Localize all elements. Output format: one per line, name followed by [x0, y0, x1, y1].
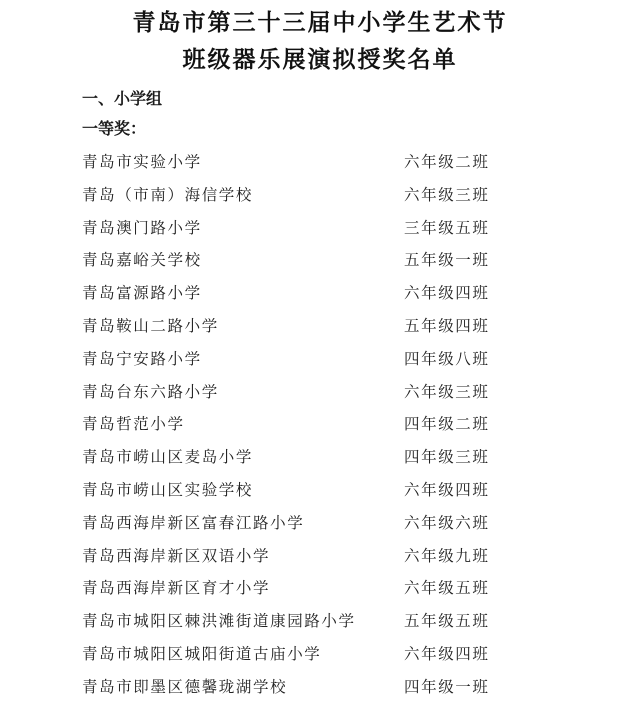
school-name: 青岛市即墨区德馨珑湖学校: [82, 677, 288, 696]
school-name: 青岛市城阳区棘洪滩街道康园路小学: [82, 612, 356, 631]
award-row: [0, 640, 640, 673]
class-name: 四年级八班: [404, 349, 490, 368]
class-name: 六年级二班: [404, 153, 490, 171]
award-row: [0, 574, 640, 607]
award-row: [0, 214, 640, 247]
prize-level-heading: 一等奖：: [82, 119, 147, 138]
school-name: 青岛宁安路小学: [82, 349, 202, 368]
school-name: 青岛市崂山区麦岛小学: [82, 448, 254, 467]
school-name: 青岛鞍山二路小学: [82, 316, 219, 335]
award-row: [0, 181, 640, 214]
school-name: 青岛（市南）海信学校: [82, 185, 254, 204]
class-name: 六年级五班: [404, 579, 490, 598]
school-name: 青岛富源路小学: [82, 284, 202, 303]
school-name: 青岛市实验小学: [82, 153, 202, 171]
award-row: [0, 312, 640, 345]
award-row: [0, 443, 640, 476]
class-name: 四年级一班: [404, 677, 490, 696]
school-name: 青岛台东六路小学: [82, 382, 219, 401]
school-name: 青岛嘉峪关学校: [82, 251, 202, 270]
class-name: 四年级二班: [404, 415, 490, 434]
school-name: 青岛西海岸新区双语小学: [82, 546, 271, 565]
school-name: 青岛西海岸新区育才小学: [82, 579, 271, 598]
award-row: [0, 246, 640, 279]
class-name: 五年级五班: [404, 612, 490, 631]
section-heading: 一、小学组: [82, 89, 163, 108]
award-row: [0, 345, 640, 378]
school-name: 青岛市城阳区城阳街道古庙小学: [82, 644, 322, 663]
award-row: [0, 279, 640, 312]
award-row: [0, 673, 640, 706]
award-row: [0, 148, 640, 181]
school-name: 青岛澳门路小学: [82, 218, 202, 237]
award-row: [0, 607, 640, 640]
award-list: [0, 148, 640, 706]
class-name: 六年级三班: [404, 185, 490, 204]
award-row: [0, 509, 640, 542]
award-row: [0, 378, 640, 411]
class-name: 五年级四班: [404, 316, 490, 335]
school-name: 青岛哲范小学: [82, 415, 185, 434]
document-title-line2: 班级器乐展演拟授奖名单: [182, 47, 458, 73]
class-name: 六年级六班: [404, 513, 490, 532]
document-title-line1: 青岛市第三十三届中小学生艺术节: [132, 10, 508, 36]
class-name: 六年级九班: [404, 546, 490, 565]
class-name: 六年级四班: [404, 644, 490, 663]
award-row: [0, 542, 640, 575]
school-name: 青岛西海岸新区富春江路小学: [82, 513, 305, 532]
school-name: 青岛市崂山区实验学校: [82, 480, 254, 499]
class-name: 四年级三班: [404, 448, 490, 467]
award-row: [0, 476, 640, 509]
class-name: 五年级一班: [404, 251, 490, 270]
class-name: 六年级四班: [404, 284, 490, 303]
award-row: [0, 410, 640, 443]
class-name: 三年级五班: [404, 218, 490, 237]
class-name: 六年级三班: [404, 382, 490, 401]
class-name: 六年级四班: [404, 480, 490, 499]
